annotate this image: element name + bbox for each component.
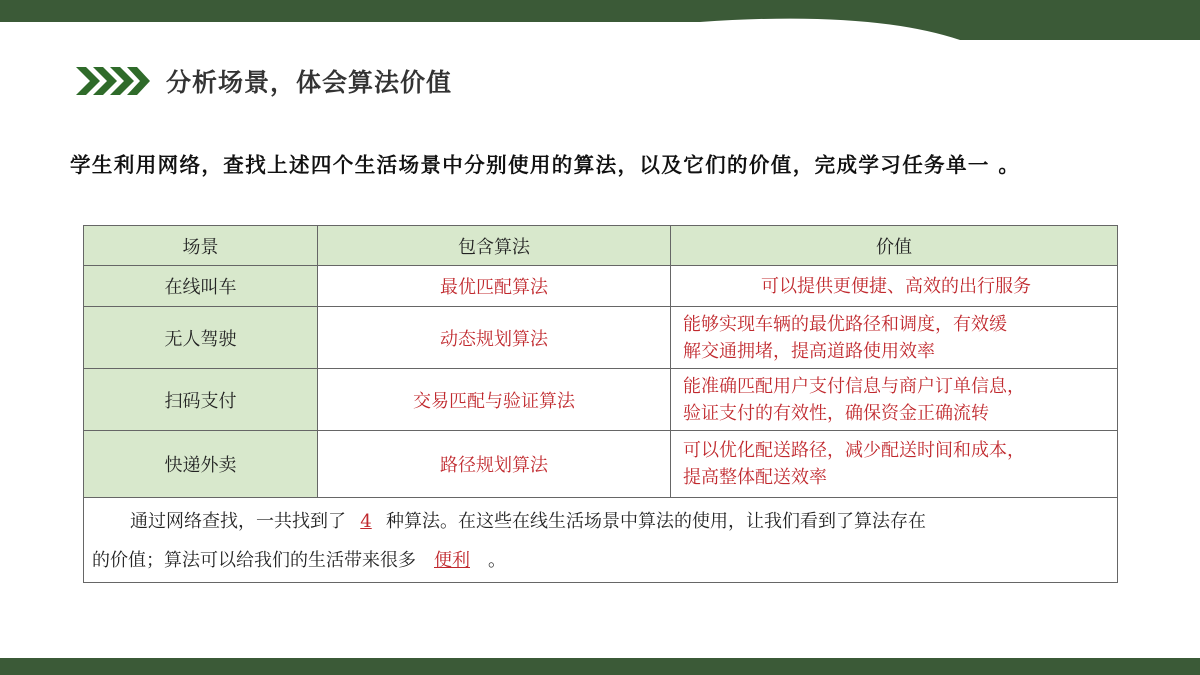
value-cell xyxy=(671,431,1118,498)
scene-cell: 无人驾驶 xyxy=(84,307,318,369)
answer-blank-benefit: 便利 xyxy=(434,550,470,571)
algorithm-table xyxy=(83,225,1118,583)
instruction-text: 学生利用网络，查找上述四个生活场景中分别使用的算法，以及它们的价值，完成学习任务单一 。 xyxy=(70,153,1021,177)
top-decor-band xyxy=(0,0,1200,40)
value-line: 可以提供更便捷、高效的出行服务 xyxy=(761,275,1031,297)
algorithm-cell: 交易匹配与验证算法 xyxy=(318,369,671,431)
scene-cell: 快递外卖 xyxy=(84,431,318,498)
summary-cell xyxy=(84,498,1118,583)
table-row xyxy=(84,307,1118,369)
value-cell xyxy=(671,307,1118,369)
section-header xyxy=(76,58,452,104)
chevrons-icon xyxy=(76,65,150,97)
value-line: 能够实现车辆的最优路径和调度，有效缓 xyxy=(683,313,1007,335)
value-line: 提高整体配送效率 xyxy=(683,467,827,488)
scene-cell: 扫码支付 xyxy=(84,369,318,431)
algorithm-cell: 最优匹配算法 xyxy=(318,266,671,307)
answer-blank-count: 4 xyxy=(360,511,372,532)
header-scene: 场景 xyxy=(84,226,318,266)
summary-text: 种算法。在这些在线生活场景中算法的使用，让我们看到了算法存在 xyxy=(386,511,926,532)
value-line: 验证支付的有效性，确保资金正确流转 xyxy=(683,402,989,424)
value-cell xyxy=(671,369,1118,431)
table-row xyxy=(84,431,1118,498)
scene-cell: 在线叫车 xyxy=(84,266,318,307)
table-row xyxy=(84,266,1118,307)
summary-text: 通过网络查找，一共找到了 xyxy=(130,511,346,532)
value-line: 能准确匹配用户支付信息与商户订单信息， xyxy=(683,375,1025,397)
value-line: 可以优化配送路径，减少配送时间和成本， xyxy=(683,440,1025,461)
page-title: 分析场景，体会算法价值 xyxy=(166,68,453,97)
bottom-decor-band xyxy=(0,658,1200,675)
algorithm-cell: 路径规划算法 xyxy=(318,431,671,498)
summary-text: 。 xyxy=(488,550,506,571)
summary-text: 的价值；算法可以给我们的生活带来很多 xyxy=(92,550,416,571)
header-algorithm: 包含算法 xyxy=(318,226,671,266)
header-value: 价值 xyxy=(671,226,1118,266)
table-row xyxy=(84,369,1118,431)
summary-row xyxy=(84,498,1118,583)
value-line: 解交通拥堵，提高道路使用效率 xyxy=(683,340,935,362)
table-header-row xyxy=(84,226,1118,266)
value-cell xyxy=(671,266,1118,307)
algorithm-cell: 动态规划算法 xyxy=(318,307,671,369)
